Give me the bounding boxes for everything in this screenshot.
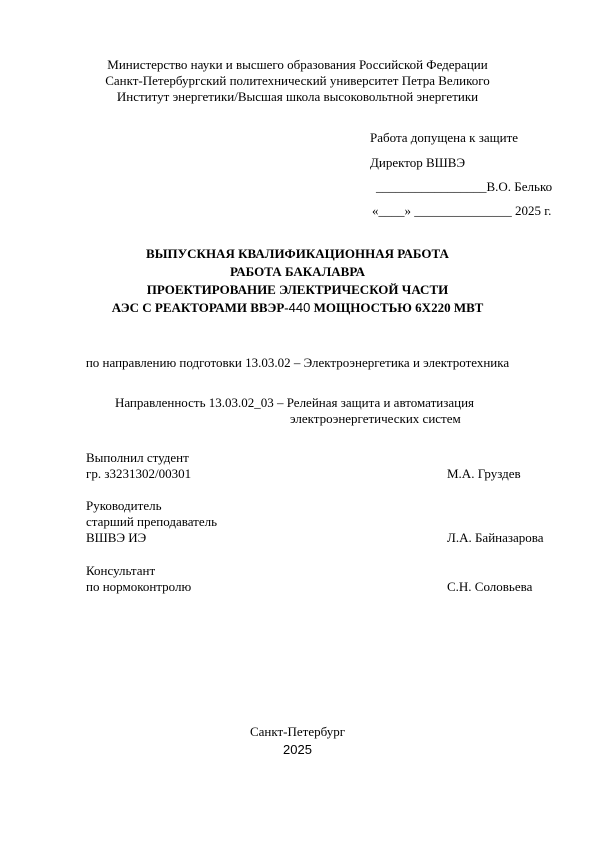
university-line: Санкт-Петербургский политехнический университет Петра Великого: [105, 73, 490, 88]
topic-title-part1: АЭС С РЕАКТОРАМИ ВВЭР-: [111, 300, 289, 315]
consultant-role: Консультант: [86, 563, 156, 578]
approval-admitted: Работа допущена к защите: [370, 130, 519, 145]
profile-line1: Направленность 13.03.02_03 – Релейная защита и автоматизация: [114, 395, 475, 410]
consultant-name: С.Н. Соловьева: [447, 579, 533, 594]
approval-director: Директор ВШВЭ: [370, 155, 466, 170]
approval-signature: _________________В.О. Белько: [376, 179, 553, 194]
supervisor-role: Руководитель: [86, 498, 162, 513]
student-role: Выполнил студент: [86, 450, 189, 465]
ministry-line: Министерство науки и высшего образования Российской Федерации: [107, 57, 488, 72]
supervisor-position: старший преподаватель: [86, 514, 218, 529]
student-name: М.А. Груздев: [447, 466, 521, 481]
work-type-title: ВЫПУСКНАЯ КВАЛИФИКАЦИОННАЯ РАБОТА: [146, 246, 449, 261]
topic-title-reactor-number: 440: [288, 300, 311, 315]
institute-line: Институт энергетики/Высшая школа высоковольтной энергетики: [116, 89, 479, 104]
topic-title-line1: ПРОЕКТИРОВАНИЕ ЭЛЕКТРИЧЕСКОЙ ЧАСТИ: [146, 282, 449, 297]
profile-line2: электроэнергетических систем: [290, 411, 461, 426]
degree-title: РАБОТА БАКАЛАВРА: [230, 264, 365, 279]
supervisor-dept: ВШВЭ ИЭ: [86, 530, 147, 545]
footer-year: 2025: [283, 742, 312, 757]
direction-text: по направлению подготовки 13.03.02 – Электроэнергетика и электротехника: [85, 355, 510, 370]
topic-title-part3: МОЩНОСТЬЮ 6Х220 МВТ: [310, 300, 484, 315]
consultant-area: по нормоконтролю: [86, 579, 192, 594]
approval-date: «____» _______________ 2025 г.: [372, 203, 552, 218]
student-group: гр. з3231302/00301: [86, 466, 192, 481]
topic-title-line2: [0, 300, 595, 315]
footer-city: Санкт-Петербург: [249, 724, 346, 739]
supervisor-name: Л.А. Байназарова: [447, 530, 544, 545]
